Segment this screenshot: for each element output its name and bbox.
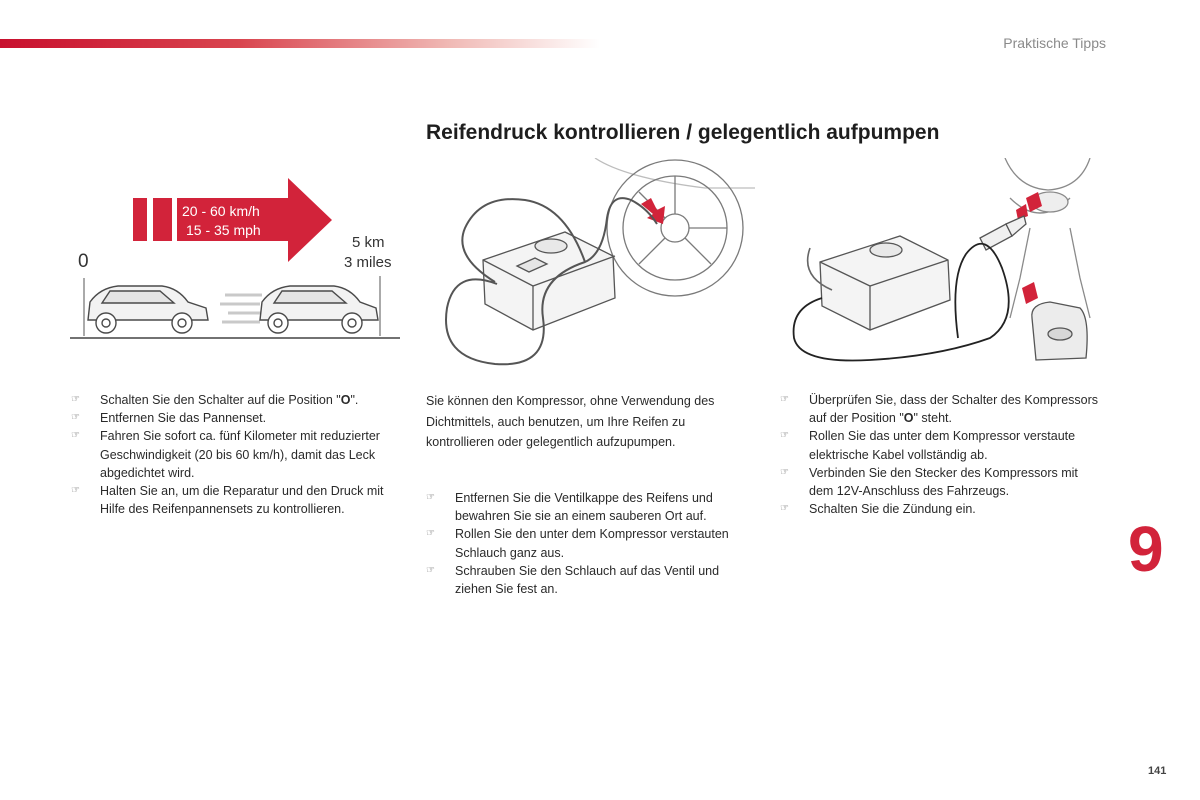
section-label: Praktische Tipps bbox=[1003, 35, 1106, 51]
chapter-number: 9 bbox=[1128, 513, 1164, 585]
compressor-hose-illustration bbox=[425, 158, 755, 370]
page-title: Reifendruck kontrollieren / gelegentlich aufpumpen bbox=[426, 121, 940, 144]
pointing-hand-icon: ☞ bbox=[71, 412, 80, 424]
list-item: ☞ Schalten Sie die Zündung ein. bbox=[780, 500, 1105, 518]
list-item: ☞ Entfernen Sie das Pannenset. bbox=[71, 409, 396, 427]
distance-miles-label: 3 miles bbox=[344, 254, 392, 271]
right-instruction-list bbox=[780, 391, 1105, 518]
list-item: ☞ Entfernen Sie die Ventilkappe des Reifens und bewahren Sie sie an einem sauberen Ort auf. bbox=[426, 491, 713, 524]
pointing-hand-icon: ☞ bbox=[780, 430, 789, 442]
pointing-hand-icon: ☞ bbox=[780, 503, 789, 515]
middle-instruction-list bbox=[426, 489, 751, 598]
list-item: ☞ Schrauben Sie den Schlauch auf das Ventil und ziehen Sie fest an. bbox=[426, 563, 720, 597]
pointing-hand-icon: ☞ bbox=[426, 564, 435, 576]
right-instructions bbox=[780, 391, 1105, 518]
car-icon bbox=[260, 286, 378, 333]
compressor-12v-illustration bbox=[780, 158, 1110, 370]
middle-intro bbox=[426, 391, 746, 453]
car-icon bbox=[88, 286, 208, 333]
pointing-hand-icon: ☞ bbox=[71, 430, 80, 442]
list-item: ☞ Überprüfen Sie, dass der Schalter des Kompressors auf der Position "O" steht. bbox=[780, 393, 1099, 426]
list-item: ☞ Halten Sie an, um die Reparatur und den Druck mit Hilfe des Reifenpannensets zu kontrollieren. bbox=[71, 484, 384, 517]
header-accent-bar bbox=[0, 39, 600, 48]
list-item: ☞ Fahren Sie sofort ca. fünf Kilometer mit reduzierter Geschwindigkeit (20 bis 60 km/h), damit das Leck abgedichtet wird. bbox=[71, 429, 380, 480]
left-instruction-list bbox=[71, 391, 396, 518]
pointing-hand-icon: ☞ bbox=[426, 492, 435, 503]
left-instructions bbox=[71, 391, 396, 518]
speed-kmh-label: 20 - 60 km/h bbox=[182, 203, 260, 219]
list-item: ☞ Schalten Sie den Schalter auf die Position "O". bbox=[71, 391, 396, 409]
list-item: ☞ Rollen Sie den unter dem Kompressor verstauten Schlauch ganz aus. bbox=[426, 527, 729, 560]
drive-distance-illustration bbox=[70, 170, 402, 345]
list-item: ☞ Rollen Sie das unter dem Kompressor verstaute elektrische Kabel vollständig ab. bbox=[780, 429, 1076, 462]
intro-paragraph: Sie können den Kompressor, ohne Verwendung des Dichtmittels, auch benutzen, um Ihre Reifen zu kontrollieren oder gelegentlich aufzupumpen. bbox=[426, 394, 715, 449]
list-item: ☞ Verbinden Sie den Stecker des Kompressors mit dem 12V-Anschluss des Fahrzeugs. bbox=[780, 465, 1078, 499]
middle-instructions bbox=[426, 489, 751, 598]
distance-km-label: 5 km bbox=[352, 234, 385, 251]
pointing-hand-icon: ☞ bbox=[71, 485, 80, 497]
pointing-hand-icon: ☞ bbox=[780, 466, 789, 478]
pointing-hand-icon: ☞ bbox=[426, 528, 435, 540]
page-number: 141 bbox=[1148, 765, 1167, 777]
pointing-hand-icon: ☞ bbox=[71, 394, 80, 405]
speed-mph-label: 15 - 35 mph bbox=[186, 222, 261, 238]
start-label: 0 bbox=[78, 251, 89, 272]
pointing-hand-icon: ☞ bbox=[780, 394, 789, 405]
